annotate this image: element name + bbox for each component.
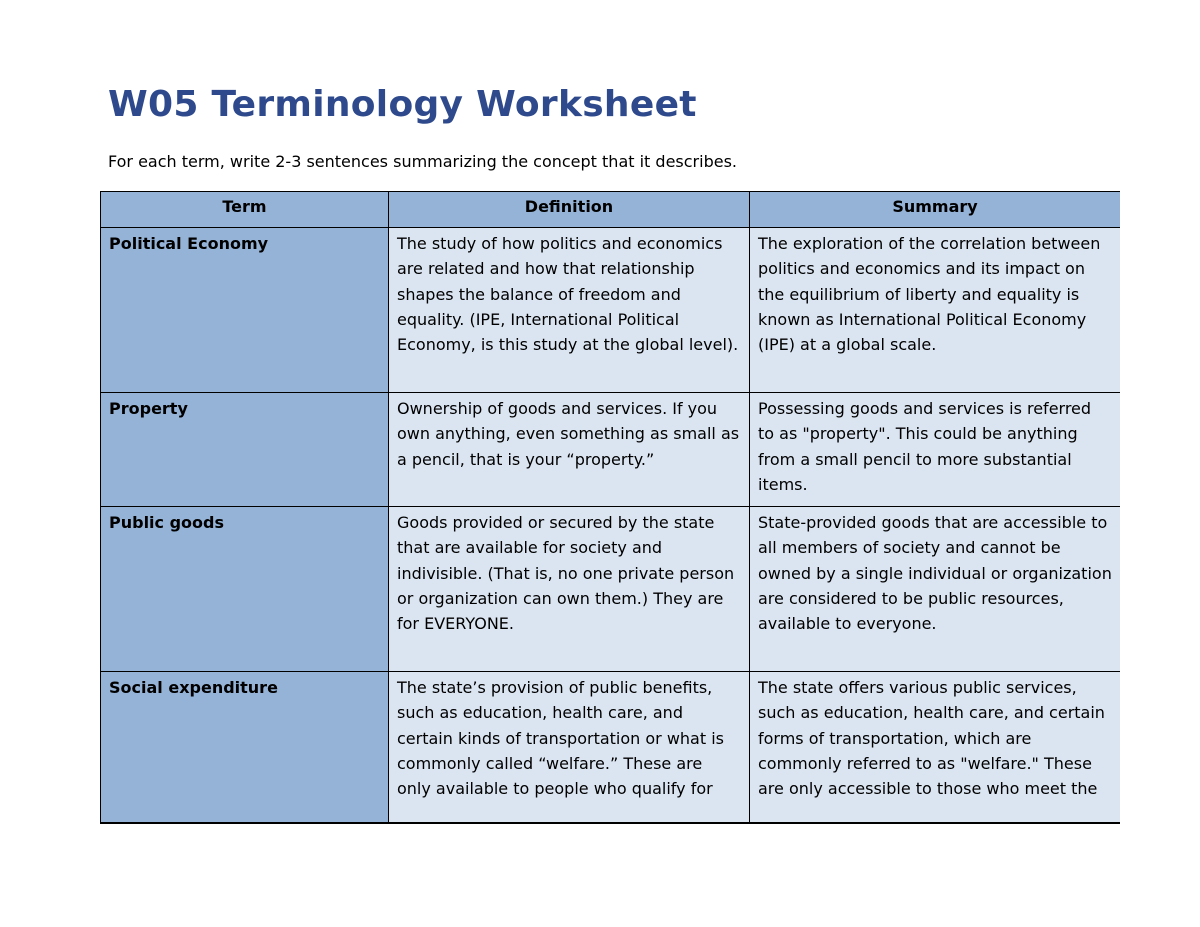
header-term: Term (101, 192, 389, 228)
term-cell: Property (101, 393, 389, 507)
header-definition: Definition (389, 192, 750, 228)
definition-cell: Ownership of goods and services. If you own anything, even something as small as a pencil, that is your “property.” (389, 393, 750, 507)
table-header-row (101, 192, 1121, 228)
instructions-text: For each term, write 2-3 sentences summarizing the concept that it describes. (108, 152, 737, 171)
table-row (101, 507, 1121, 672)
page-title: W05 Terminology Worksheet (108, 84, 697, 125)
terminology-table-container (100, 191, 1120, 824)
definition-cell: The state’s provision of public benefits, such as education, health care, and certain kinds of transportation or what is commonly called “welfare.” These are only available to people who qualify for (389, 672, 750, 825)
summary-cell: Possessing goods and services is referred to as "property". This could be anything from a small pencil to more substantial items. (750, 393, 1121, 507)
terminology-table (100, 191, 1120, 824)
definition-cell: Goods provided or secured by the state that are available for society and indivisible. (That is, no one private person or organization can own them.) They are for EVERYONE. (389, 507, 750, 672)
table-row (101, 393, 1121, 507)
term-cell: Social expenditure (101, 672, 389, 825)
table-row (101, 672, 1121, 825)
header-summary: Summary (750, 192, 1121, 228)
summary-cell: The state offers various public services, such as education, health care, and certain forms of transportation, which are commonly referred to as "welfare." These are only accessible to those who meet the (750, 672, 1121, 825)
summary-cell: The exploration of the correlation between politics and economics and its impact on the equilibrium of liberty and equality is known as International Political Economy (IPE) at a global scale. (750, 228, 1121, 393)
term-cell: Political Economy (101, 228, 389, 393)
summary-cell: State-provided goods that are accessible to all members of society and cannot be owned by a single individual or organization are considered to be public resources, available to everyone. (750, 507, 1121, 672)
term-cell: Public goods (101, 507, 389, 672)
table-row (101, 228, 1121, 393)
definition-cell: The study of how politics and economics are related and how that relationship shapes the balance of freedom and equality. (IPE, International Political Economy, is this study at the global level). (389, 228, 750, 393)
